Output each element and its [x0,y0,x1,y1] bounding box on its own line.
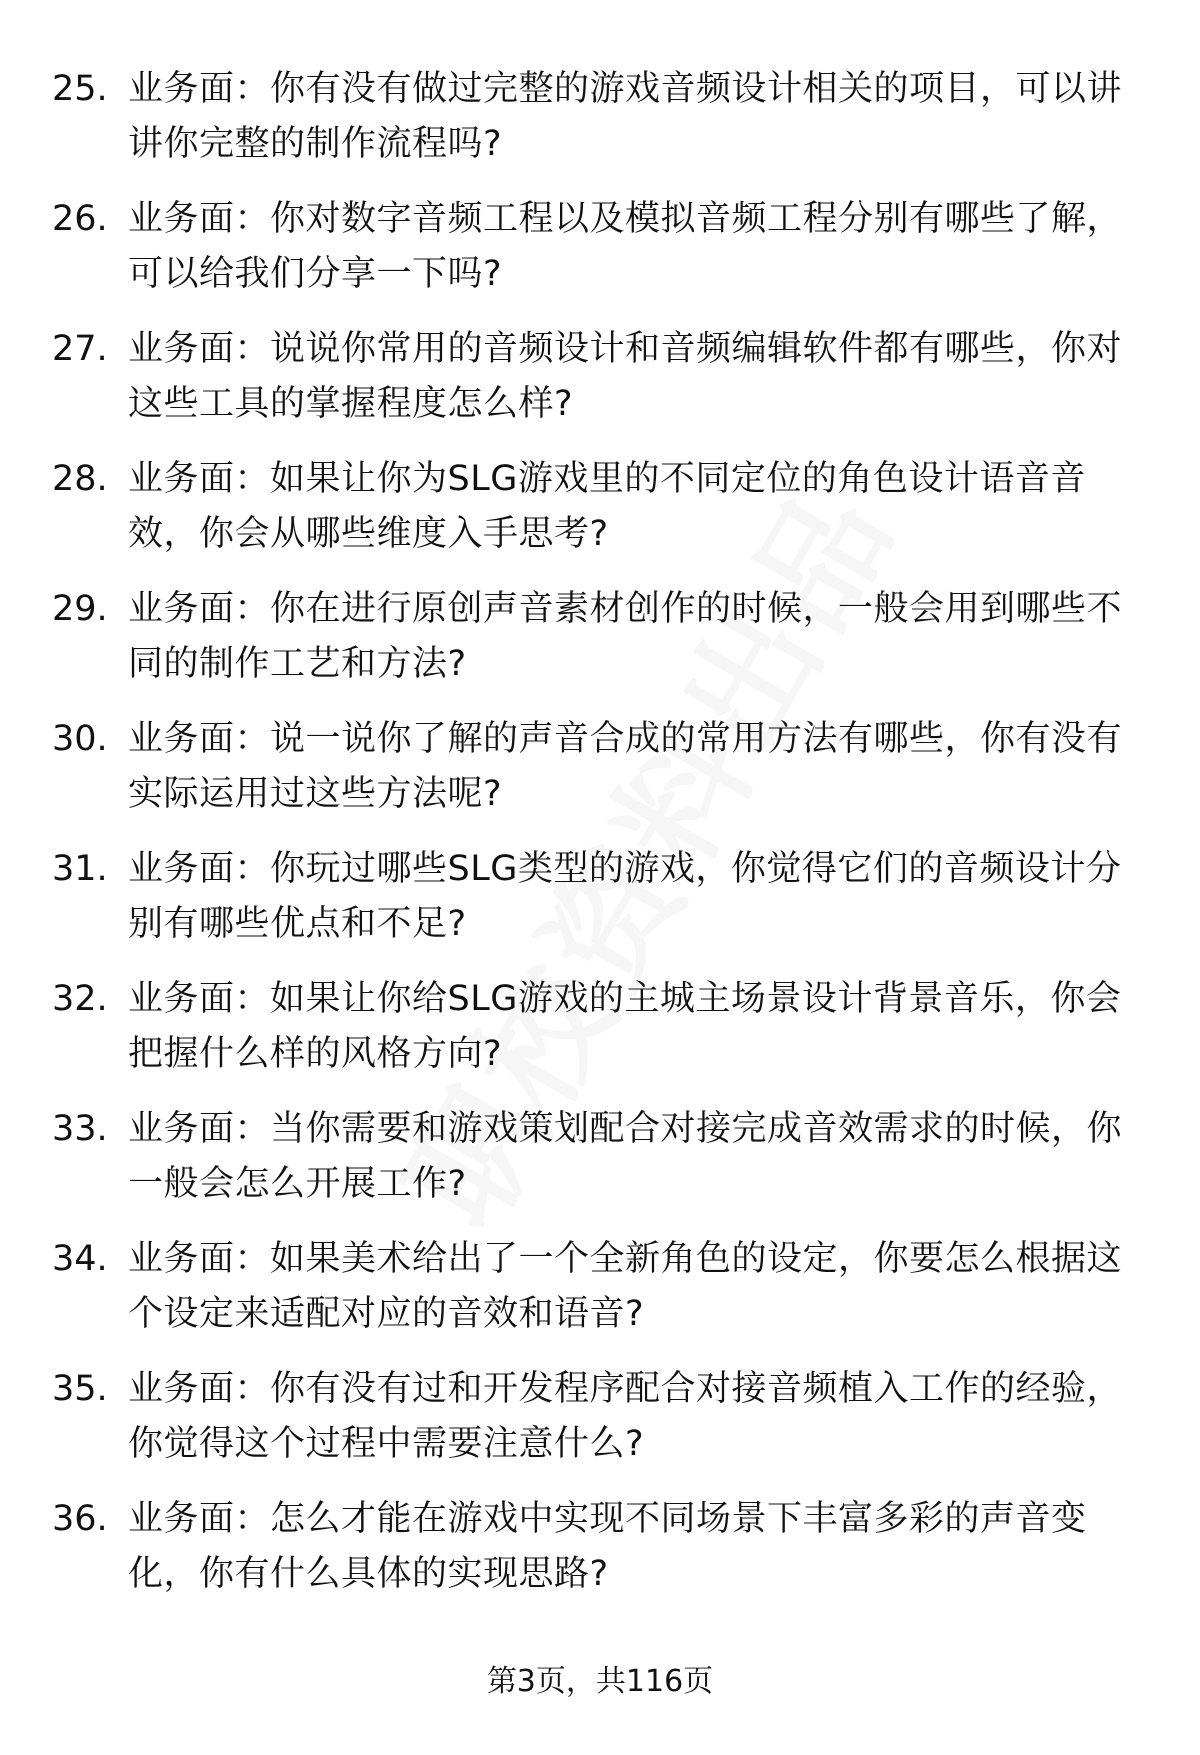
question-text: 业务面：如果让你给SLG游戏的主城主场景设计背景音乐，你会把握什么样的风格方向? [128,979,1122,1074]
question-number: 32. [52,979,108,1019]
question-number: 35. [52,1369,108,1409]
list-item [0,972,1200,1102]
page-number-footer: 第3页，共116页 [486,1664,714,1699]
list-item [0,1362,1200,1492]
question-text: 业务面：说说你常用的音频设计和音频编辑软件都有哪些，你对这些工具的掌握程度怎么样? [128,329,1123,424]
question-number: 31. [52,849,108,889]
question-number: 36. [52,1499,108,1539]
list-item [0,1492,1200,1622]
question-list [0,62,1200,1622]
question-text: 业务面：怎么才能在游戏中实现不同场景下丰富多彩的声音变化，你有什么具体的实现思路? [128,1499,1087,1594]
question-text: 业务面：你有没有做过完整的游戏音频设计相关的项目，可以讲讲你完整的制作流程吗? [128,69,1123,164]
question-number: 29. [52,589,108,629]
question-text: 业务面：当你需要和游戏策划配合对接完成音效需求的时候，你一般会怎么开展工作? [128,1109,1123,1204]
list-item [0,322,1200,452]
question-text: 业务面：你玩过哪些SLG类型的游戏，你觉得它们的音频设计分别有哪些优点和不足? [128,849,1122,944]
question-text: 业务面：你有没有过和开发程序配合对接音频植入工作的经验，你觉得这个过程中需要注意什么? [128,1369,1123,1464]
question-text: 业务面：你对数字音频工程以及模拟音频工程分别有哪些了解，可以给我们分享一下吗? [128,199,1123,294]
question-text: 业务面：如果让你为SLG游戏里的不同定位的角色设计语音音效，你会从哪些维度入手思考? [128,459,1086,554]
question-number: 27. [52,329,108,369]
question-number: 26. [52,199,108,239]
list-item [0,192,1200,322]
list-item [0,842,1200,972]
list-item [0,582,1200,712]
list-item [0,62,1200,192]
list-item [0,1102,1200,1232]
question-number: 30. [52,719,108,759]
question-number: 34. [52,1239,108,1279]
question-text: 业务面：如果美术给出了一个全新角色的设定，你要怎么根据这个设定来适配对应的音效和语音? [128,1239,1123,1334]
question-text: 业务面：你在进行原创声音素材创作的时候，一般会用到哪些不同的制作工艺和方法? [128,589,1123,684]
question-number: 28. [52,459,108,499]
question-number: 33. [52,1109,108,1149]
list-item [0,712,1200,842]
question-text: 业务面：说一说你了解的声音合成的常用方法有哪些，你有没有实际运用过这些方法呢? [128,719,1123,814]
list-item [0,1232,1200,1362]
list-item [0,452,1200,582]
question-number: 25. [52,69,108,109]
